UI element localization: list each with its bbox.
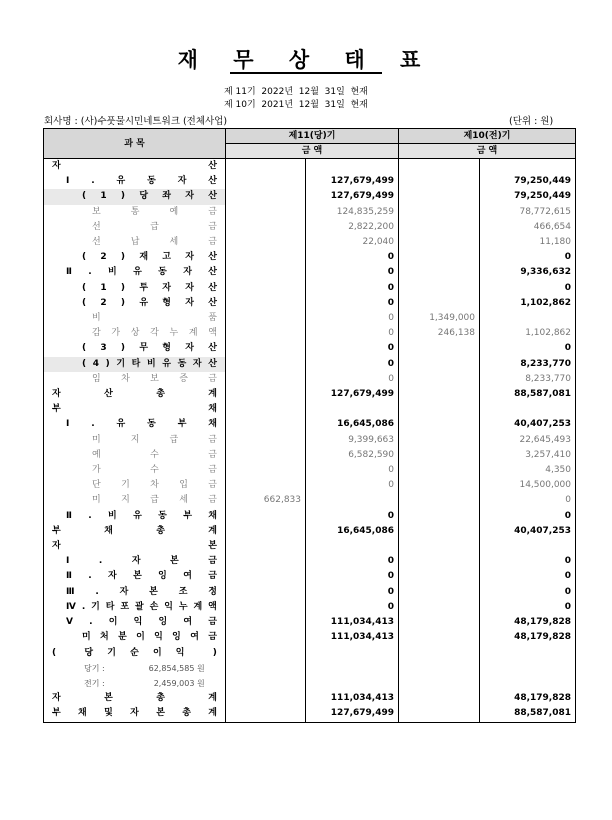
table-row	[44, 296, 576, 311]
amount-tot: 0	[306, 357, 399, 372]
amount-psub	[399, 569, 480, 584]
amount-psub	[399, 417, 480, 432]
account-label: ( 4 ) 기 타 비 유 동 자 산	[82, 358, 217, 369]
amount-ptot: 0	[480, 554, 576, 569]
table-row	[44, 235, 576, 250]
table-row	[44, 569, 576, 584]
amount-ptot: 0	[480, 509, 576, 524]
account-name	[44, 509, 226, 524]
table-row	[44, 341, 576, 356]
table-row	[44, 661, 576, 676]
amount-ptot	[480, 661, 576, 676]
account-label: 가 수 금	[92, 465, 217, 476]
amount-sub	[226, 539, 306, 554]
amount-tot: 0	[306, 554, 399, 569]
amount-tot: 0	[306, 372, 399, 387]
amount-ptot	[480, 159, 576, 175]
table-row	[44, 220, 576, 235]
account-name	[44, 402, 226, 417]
table-row	[44, 159, 576, 175]
header-prior: 제10(전)기	[399, 129, 576, 144]
amount-ptot: 48,179,828	[480, 630, 576, 645]
amount-ptot: 40,407,253	[480, 417, 576, 432]
amount-psub	[399, 250, 480, 265]
amount-psub	[399, 205, 480, 220]
amount-tot: 9,399,663	[306, 433, 399, 448]
table-row	[44, 281, 576, 296]
account-label: 보 통 예 금	[92, 206, 217, 217]
account-name	[44, 281, 226, 296]
amount-sub	[226, 676, 306, 691]
amount-psub	[399, 600, 480, 615]
period-prior: 제 10기 2021년 12월 31일 현재	[224, 100, 368, 110]
amount-tot: 6,582,590	[306, 448, 399, 463]
account-label: 부 채 총 계	[52, 525, 217, 536]
table-row	[44, 706, 576, 722]
table-row	[44, 326, 576, 341]
account-label: Ⅳ . 기 타 포 괄 손 익 누 계 액	[66, 601, 217, 612]
amount-sub	[226, 448, 306, 463]
amount-sub	[226, 661, 306, 676]
account-label: 미 지 급 세 금	[92, 495, 217, 506]
amount-sub	[226, 357, 306, 372]
amount-ptot: 48,179,828	[480, 691, 576, 706]
amount-ptot: 0	[480, 250, 576, 265]
account-name	[44, 478, 226, 493]
account-label: ( 1 ) 당 좌 자 산	[82, 191, 217, 202]
amount-sub	[226, 706, 306, 722]
amount-psub	[399, 235, 480, 250]
amount-ptot	[480, 676, 576, 691]
amount-tot: 111,034,413	[306, 630, 399, 645]
amount-psub	[399, 554, 480, 569]
account-label: 미 지 급 금	[92, 434, 217, 445]
account-name	[44, 706, 226, 722]
amount-tot	[306, 493, 399, 508]
table-row	[44, 463, 576, 478]
account-name	[44, 265, 226, 280]
table-row	[44, 205, 576, 220]
amount-tot: 0	[306, 600, 399, 615]
account-label: ( 2 ) 유 형 자 산	[82, 297, 217, 308]
amount-tot: 2,822,200	[306, 220, 399, 235]
amount-tot: 16,645,086	[306, 524, 399, 539]
amount-ptot: 1,102,862	[480, 326, 576, 341]
amount-ptot: 48,179,828	[480, 615, 576, 630]
amount-sub	[226, 630, 306, 645]
amount-psub	[399, 691, 480, 706]
account-label: 자 산 총 계	[52, 389, 217, 400]
amount-psub	[399, 706, 480, 722]
account-name	[44, 600, 226, 615]
header-current: 제11(당)기	[226, 129, 399, 144]
amount-ptot: 466,654	[480, 220, 576, 235]
account-name	[44, 646, 226, 661]
amount-tot: 0	[306, 250, 399, 265]
amount-ptot: 88,587,081	[480, 387, 576, 402]
amount-psub	[399, 646, 480, 661]
account-label: 자 산	[52, 161, 217, 171]
account-name	[44, 220, 226, 235]
amount-sub	[226, 600, 306, 615]
table-row	[44, 357, 576, 372]
amount-sub	[226, 341, 306, 356]
table-row	[44, 311, 576, 326]
header-amount-current: 금 액	[226, 144, 399, 159]
amount-tot: 127,679,499	[306, 387, 399, 402]
period-current: 제 11기 2022년 12월 31일 현재	[224, 87, 368, 97]
amount-tot: 0	[306, 509, 399, 524]
table-row	[44, 646, 576, 661]
amount-psub	[399, 387, 480, 402]
amount-ptot: 79,250,449	[480, 174, 576, 189]
amount-tot: 0	[306, 478, 399, 493]
header-account: 과 목	[44, 129, 226, 159]
amount-ptot: 8,233,770	[480, 357, 576, 372]
amount-ptot: 3,257,410	[480, 448, 576, 463]
amount-psub	[399, 585, 480, 600]
amount-sub	[226, 524, 306, 539]
amount-psub	[399, 630, 480, 645]
amount-ptot: 0	[480, 341, 576, 356]
account-label: 임 차 보 증 금	[92, 373, 217, 384]
amount-ptot	[480, 646, 576, 661]
amount-ptot: 9,336,632	[480, 265, 576, 280]
table-row	[44, 417, 576, 432]
amount-psub	[399, 372, 480, 387]
table-row	[44, 174, 576, 189]
table-row	[44, 554, 576, 569]
amount-tot	[306, 646, 399, 661]
account-label: Ⅲ . 자 본 조 정	[66, 586, 217, 597]
account-label: ( 1 ) 투 자 자 산	[82, 282, 217, 293]
account-name	[44, 357, 226, 372]
table-row	[44, 539, 576, 554]
amount-psub	[399, 402, 480, 417]
amount-sub	[226, 433, 306, 448]
account-label: 선 납 세 금	[92, 237, 217, 248]
account-name	[44, 585, 226, 600]
amount-sub	[226, 463, 306, 478]
amount-ptot: 8,233,770	[480, 372, 576, 387]
table-row	[44, 387, 576, 402]
amount-tot: 111,034,413	[306, 691, 399, 706]
amount-psub	[399, 174, 480, 189]
amount-psub	[399, 524, 480, 539]
account-name	[44, 372, 226, 387]
account-label: ( 3 ) 무 형 자 산	[82, 343, 217, 354]
account-name	[44, 630, 226, 645]
amount-sub	[226, 174, 306, 189]
amount-psub	[399, 220, 480, 235]
account-label: 자 본 총 계	[52, 693, 217, 704]
account-name	[44, 493, 226, 508]
amount-psub	[399, 281, 480, 296]
account-label: 단 기 차 입 금	[92, 480, 217, 491]
amount-sub	[226, 646, 306, 661]
amount-psub	[399, 433, 480, 448]
account-label: ( 2 ) 재 고 자 산	[82, 252, 217, 263]
amount-psub	[399, 265, 480, 280]
account-name	[44, 463, 226, 478]
account-label: 자 본	[52, 541, 217, 552]
amount-tot: 22,040	[306, 235, 399, 250]
amount-ptot: 14,500,000	[480, 478, 576, 493]
amount-sub: 662,833	[226, 493, 306, 508]
table-row	[44, 402, 576, 417]
amount-sub	[226, 509, 306, 524]
table-row	[44, 448, 576, 463]
account-label: Ⅰ . 유 동 자 산	[66, 176, 217, 187]
amount-sub	[226, 235, 306, 250]
table-row	[44, 250, 576, 265]
amount-tot: 0	[306, 569, 399, 584]
account-label: ( 당 기 순 이 익 )	[52, 647, 217, 658]
amount-sub	[226, 478, 306, 493]
amount-tot: 127,679,499	[306, 189, 399, 204]
account-label: 미 처 분 이 익 잉 여 금	[82, 632, 217, 643]
amount-sub	[226, 691, 306, 706]
amount-ptot: 0	[480, 493, 576, 508]
account-label: Ⅱ . 비 유 동 자 산	[66, 267, 217, 278]
account-name	[44, 326, 226, 341]
amount-ptot	[480, 402, 576, 417]
amount-sub	[226, 220, 306, 235]
amount-ptot: 0	[480, 600, 576, 615]
amount-sub	[226, 205, 306, 220]
balance-sheet-table	[43, 128, 576, 723]
amount-tot: 0	[306, 463, 399, 478]
amount-psub	[399, 341, 480, 356]
note-value: 2,459,003 원	[153, 678, 205, 688]
amount-sub	[226, 585, 306, 600]
amount-psub	[399, 661, 480, 676]
amount-tot: 0	[306, 281, 399, 296]
amount-tot: 111,034,413	[306, 615, 399, 630]
account-label: Ⅱ . 자 본 잉 여 금	[66, 571, 217, 582]
amount-tot: 127,679,499	[306, 174, 399, 189]
amount-tot: 0	[306, 296, 399, 311]
table-row	[44, 189, 576, 204]
amount-psub: 246,138	[399, 326, 480, 341]
account-name	[44, 235, 226, 250]
amount-psub	[399, 615, 480, 630]
amount-psub	[399, 478, 480, 493]
table-row	[44, 630, 576, 645]
account-name	[44, 448, 226, 463]
table-row	[44, 691, 576, 706]
amount-tot: 0	[306, 341, 399, 356]
account-name	[44, 524, 226, 539]
amount-tot	[306, 159, 399, 175]
amount-ptot	[480, 539, 576, 554]
amount-sub	[226, 281, 306, 296]
amount-sub	[226, 615, 306, 630]
amount-tot	[306, 676, 399, 691]
account-label: Ⅰ . 자 본 금	[66, 556, 217, 567]
amount-tot: 0	[306, 311, 399, 326]
account-name	[44, 691, 226, 706]
amount-ptot: 1,102,862	[480, 296, 576, 311]
amount-tot	[306, 539, 399, 554]
amount-sub	[226, 250, 306, 265]
account-name	[44, 387, 226, 402]
account-name	[44, 569, 226, 584]
amount-tot: 127,679,499	[306, 706, 399, 722]
table-row	[44, 524, 576, 539]
amount-sub	[226, 296, 306, 311]
account-name	[44, 311, 226, 326]
amount-tot: 0	[306, 326, 399, 341]
amount-sub	[226, 189, 306, 204]
amount-ptot: 79,250,449	[480, 189, 576, 204]
amount-tot	[306, 661, 399, 676]
account-name	[44, 661, 226, 676]
note-label: 전기 :	[84, 678, 105, 688]
amount-tot: 0	[306, 265, 399, 280]
company-name: 회사명 : (사)수풋물시민네트워크 (전체사업)	[44, 116, 228, 127]
account-label: 부 채	[52, 404, 217, 415]
amount-sub	[226, 159, 306, 175]
account-label: Ⅱ . 비 유 동 부 채	[66, 510, 217, 521]
amount-psub	[399, 159, 480, 175]
account-label: 비 품	[92, 313, 217, 324]
header-amount-prior: 금 액	[399, 144, 576, 159]
account-name	[44, 189, 226, 204]
account-name	[44, 676, 226, 691]
note-value: 62,854,585 원	[148, 663, 205, 673]
amount-ptot: 78,772,615	[480, 205, 576, 220]
account-name	[44, 539, 226, 554]
table-row	[44, 493, 576, 508]
account-label: 예 수 금	[92, 449, 217, 460]
table-row	[44, 615, 576, 630]
amount-psub	[399, 189, 480, 204]
account-label: 선 급 금	[92, 221, 217, 232]
amount-tot: 16,645,086	[306, 417, 399, 432]
amount-psub	[399, 448, 480, 463]
account-name	[44, 417, 226, 432]
account-name	[44, 341, 226, 356]
amount-psub	[399, 463, 480, 478]
table-row	[44, 433, 576, 448]
note-label: 당기 :	[84, 663, 105, 673]
amount-sub	[226, 265, 306, 280]
account-name	[44, 250, 226, 265]
account-name	[44, 615, 226, 630]
page-title: 재 무 상 태 표	[177, 48, 435, 72]
amount-ptot: 0	[480, 585, 576, 600]
amount-tot: 0	[306, 585, 399, 600]
account-label: 부 채 및 자 본 총 계	[52, 708, 217, 719]
table-row	[44, 372, 576, 387]
table-row	[44, 676, 576, 691]
account-label: 감 가 상 각 누 계 액	[92, 328, 217, 339]
amount-ptot: 11,180	[480, 235, 576, 250]
unit-label: (단위 : 원)	[509, 116, 554, 127]
amount-tot: 124,835,259	[306, 205, 399, 220]
amount-sub	[226, 326, 306, 341]
account-label: Ⅰ . 유 동 부 채	[66, 419, 217, 430]
amount-psub: 1,349,000	[399, 311, 480, 326]
amount-ptot: 22,645,493	[480, 433, 576, 448]
table-row	[44, 600, 576, 615]
amount-ptot: 0	[480, 569, 576, 584]
amount-sub	[226, 311, 306, 326]
amount-sub	[226, 569, 306, 584]
account-name	[44, 174, 226, 189]
amount-sub	[226, 402, 306, 417]
title-underline	[230, 72, 382, 74]
amount-ptot	[480, 311, 576, 326]
table-row	[44, 265, 576, 280]
amount-sub	[226, 417, 306, 432]
account-name	[44, 433, 226, 448]
amount-sub	[226, 387, 306, 402]
account-name	[44, 205, 226, 220]
amount-psub	[399, 509, 480, 524]
amount-psub	[399, 493, 480, 508]
amount-psub	[399, 296, 480, 311]
amount-sub	[226, 554, 306, 569]
amount-ptot: 40,407,253	[480, 524, 576, 539]
table-row	[44, 509, 576, 524]
amount-ptot: 0	[480, 281, 576, 296]
amount-psub	[399, 539, 480, 554]
amount-tot	[306, 402, 399, 417]
account-name	[44, 159, 226, 175]
amount-psub	[399, 676, 480, 691]
table-row	[44, 478, 576, 493]
amount-ptot: 4,350	[480, 463, 576, 478]
amount-psub	[399, 357, 480, 372]
table-row	[44, 585, 576, 600]
amount-ptot: 88,587,081	[480, 706, 576, 722]
account-name	[44, 296, 226, 311]
amount-sub	[226, 372, 306, 387]
account-name	[44, 554, 226, 569]
account-label: Ⅴ . 이 익 잉 여 금	[66, 617, 217, 628]
